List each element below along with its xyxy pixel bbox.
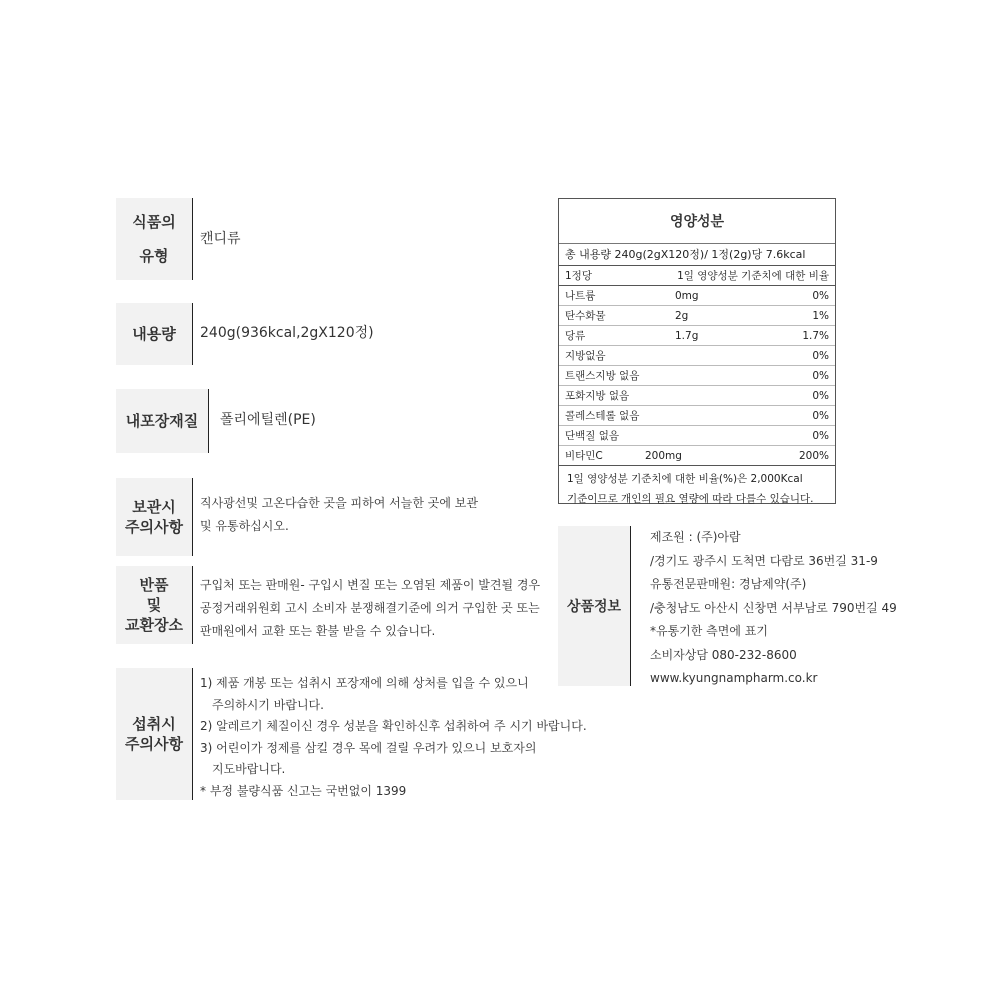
product-info-line: 유통전문판매원: 경남제약(주) bbox=[650, 577, 807, 591]
value-content-volume: 240g(936kcal,2gX120정) bbox=[200, 325, 374, 341]
nutrition-row: 포화지방 없음 0% bbox=[559, 386, 835, 406]
label-food-type: 식품의 유형 bbox=[116, 198, 192, 280]
product-info-line: *유통기한 측면에 표기 bbox=[650, 624, 768, 638]
nutrition-row: 단백질 없음 0% bbox=[559, 426, 835, 446]
product-info-list bbox=[650, 526, 897, 691]
website-link[interactable]: www.kyungnampharm.co.kr bbox=[650, 671, 818, 685]
value-food-type: 캔디류 bbox=[200, 231, 241, 247]
nutrition-row: 비타민C 200mg 200% bbox=[559, 446, 835, 466]
nutrition-row: 탄수화물 2g 1% bbox=[559, 306, 835, 326]
product-info-line: 제조원 : (주)아람 bbox=[650, 530, 741, 544]
label-return-exchange: 반품 및 교환장소 bbox=[116, 566, 192, 644]
nutrition-row: 트랜스지방 없음 0% bbox=[559, 366, 835, 386]
divider bbox=[192, 566, 193, 644]
nutrition-facts-table bbox=[558, 198, 836, 504]
nutrition-row: 당류 1.7g 1.7% bbox=[559, 326, 835, 346]
divider bbox=[192, 198, 193, 280]
nutrition-row: 지방없음 0% bbox=[559, 346, 835, 366]
product-info-line: /경기도 광주시 도척면 다람로 36번길 31-9 bbox=[650, 553, 878, 568]
nutrition-row: 콜레스테롤 없음 0% bbox=[559, 406, 835, 426]
divider bbox=[192, 668, 193, 800]
product-info-line: 소비자상담 080-232-8600 bbox=[650, 647, 797, 662]
divider bbox=[630, 526, 631, 686]
divider bbox=[192, 478, 193, 556]
label-packaging-material: 내포장재질 bbox=[116, 389, 208, 453]
divider bbox=[192, 303, 193, 365]
nutrition-footnote: 1일 영양성분 기준치에 대한 비율(%)은 2,000Kcal 기준이므로 개인의 필요 열량에 따라 다를수 있습니다. bbox=[567, 473, 814, 505]
value-return-exchange: 구입처 또는 판매원- 구입시 변질 또는 오염된 제품이 발견될 경우 공정거래위원회 고시 소비자 분쟁해결기준에 의거 구입한 곳 또는 판매원에서 교환 또는 환불 받을 수 있습니다. bbox=[200, 578, 541, 638]
nutrition-row: 나트륨 0mg 0% bbox=[559, 286, 835, 306]
label-content-volume: 내용량 bbox=[116, 303, 192, 365]
value-packaging-material: 폴리에틸렌(PE) bbox=[220, 412, 316, 428]
divider bbox=[208, 389, 209, 453]
product-info-line: /충청남도 아산시 신창면 서부남로 790번길 49 bbox=[650, 600, 897, 615]
nutrition-title: 영양성분 bbox=[559, 199, 835, 244]
value-storage-caution: 직사광선및 고온다습한 곳을 피하여 서늘한 곳에 보관 및 유통하십시오. bbox=[200, 496, 478, 533]
value-intake-caution: 1) 제품 개봉 또는 섭취시 포장재에 의해 상처를 입을 수 있으니 주의하시기 바랍니다. 2) 알레르기 체질이신 경우 성분을 확인하신후 섭취하여 주 시기 바랍니다. 3) 어린이가 정제를 삼킬 경우 목에 걸릴 우려가 있으니 보호자의 지도바랍니다. * 부정 불량식품 신고는 국번없이 1399 bbox=[200, 676, 587, 798]
nutrition-total: 총 내용량 240g(2gX120정)/ 1정(2g)당 7.6kcal bbox=[559, 244, 835, 266]
product-info-label: 상품정보 bbox=[558, 526, 630, 686]
nutrition-header: 1정당 1일 영양성분 기준치에 대한 비율 bbox=[559, 266, 835, 286]
label-intake-caution: 섭취시 주의사항 bbox=[116, 668, 192, 800]
label-storage-caution: 보관시 주의사항 bbox=[116, 478, 192, 556]
